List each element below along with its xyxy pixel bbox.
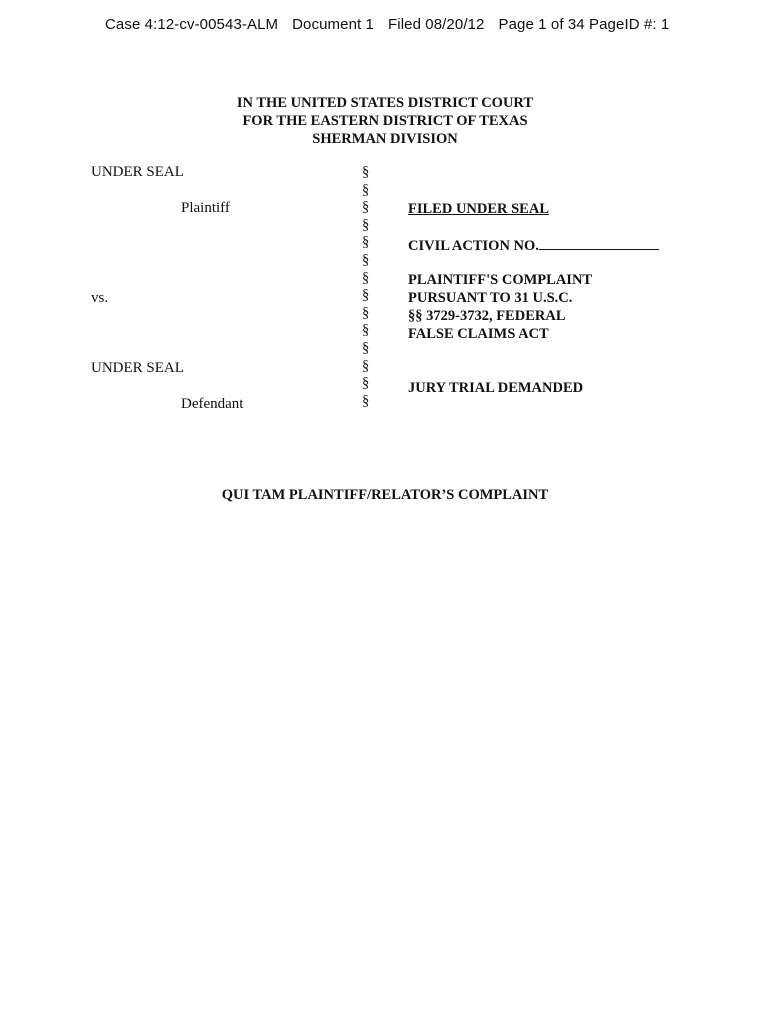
section-symbol: § (362, 287, 370, 304)
section-symbol: § (362, 375, 370, 392)
complaint-caption (408, 271, 592, 343)
section-symbol: § (362, 216, 370, 233)
filed-under-seal: FILED UNDER SEAL (408, 201, 549, 217)
section-symbol: § (362, 164, 370, 180)
court-heading (0, 94, 770, 148)
section-symbol: § (362, 339, 370, 356)
plaintiff-name: UNDER SEAL (91, 164, 184, 180)
document-number: Document 1 (292, 16, 374, 33)
section-symbol-column (362, 164, 369, 410)
case-header-stamp (105, 16, 669, 33)
section-symbol: § (362, 234, 370, 251)
court-line-1: IN THE UNITED STATES DISTRICT COURT (236, 95, 534, 111)
defendant-label: Defendant (181, 396, 244, 412)
section-symbol: § (362, 181, 370, 198)
section-symbol: § (362, 269, 370, 286)
civil-action-blank (539, 236, 659, 250)
section-symbol: § (362, 199, 370, 216)
plaintiff-label: Plaintiff (181, 200, 230, 216)
page-id: Page 1 of 34 PageID #: 1 (498, 16, 670, 33)
civil-action-line (408, 236, 659, 255)
case-number: Case 4:12-cv-00543-ALM (105, 16, 279, 33)
complaint-line-3: §§ 3729-3732, FEDERAL (408, 308, 566, 324)
section-symbol: § (362, 357, 370, 374)
court-line-3: SHERMAN DIVISION (312, 131, 458, 147)
complaint-line-2: PURSUANT TO 31 U.S.C. (408, 290, 573, 306)
section-symbol: § (362, 322, 370, 339)
civil-action-label: CIVIL ACTION NO. (408, 238, 539, 254)
complaint-line-1: PLAINTIFF'S COMPLAINT (408, 272, 593, 288)
versus-label: vs. (91, 290, 109, 306)
section-symbol: § (362, 392, 370, 409)
defendant-name: UNDER SEAL (91, 360, 184, 376)
document-title: QUI TAM PLAINTIFF/RELATOR’S COMPLAINT (221, 487, 549, 503)
filed-date: Filed 08/20/12 (388, 16, 485, 33)
complaint-line-4: FALSE CLAIMS ACT (408, 326, 549, 342)
court-line-2: FOR THE EASTERN DISTRICT OF TEXAS (242, 113, 528, 129)
jury-trial-demanded: JURY TRIAL DEMANDED (408, 380, 584, 396)
section-symbol: § (362, 251, 370, 268)
section-symbol: § (362, 304, 370, 321)
